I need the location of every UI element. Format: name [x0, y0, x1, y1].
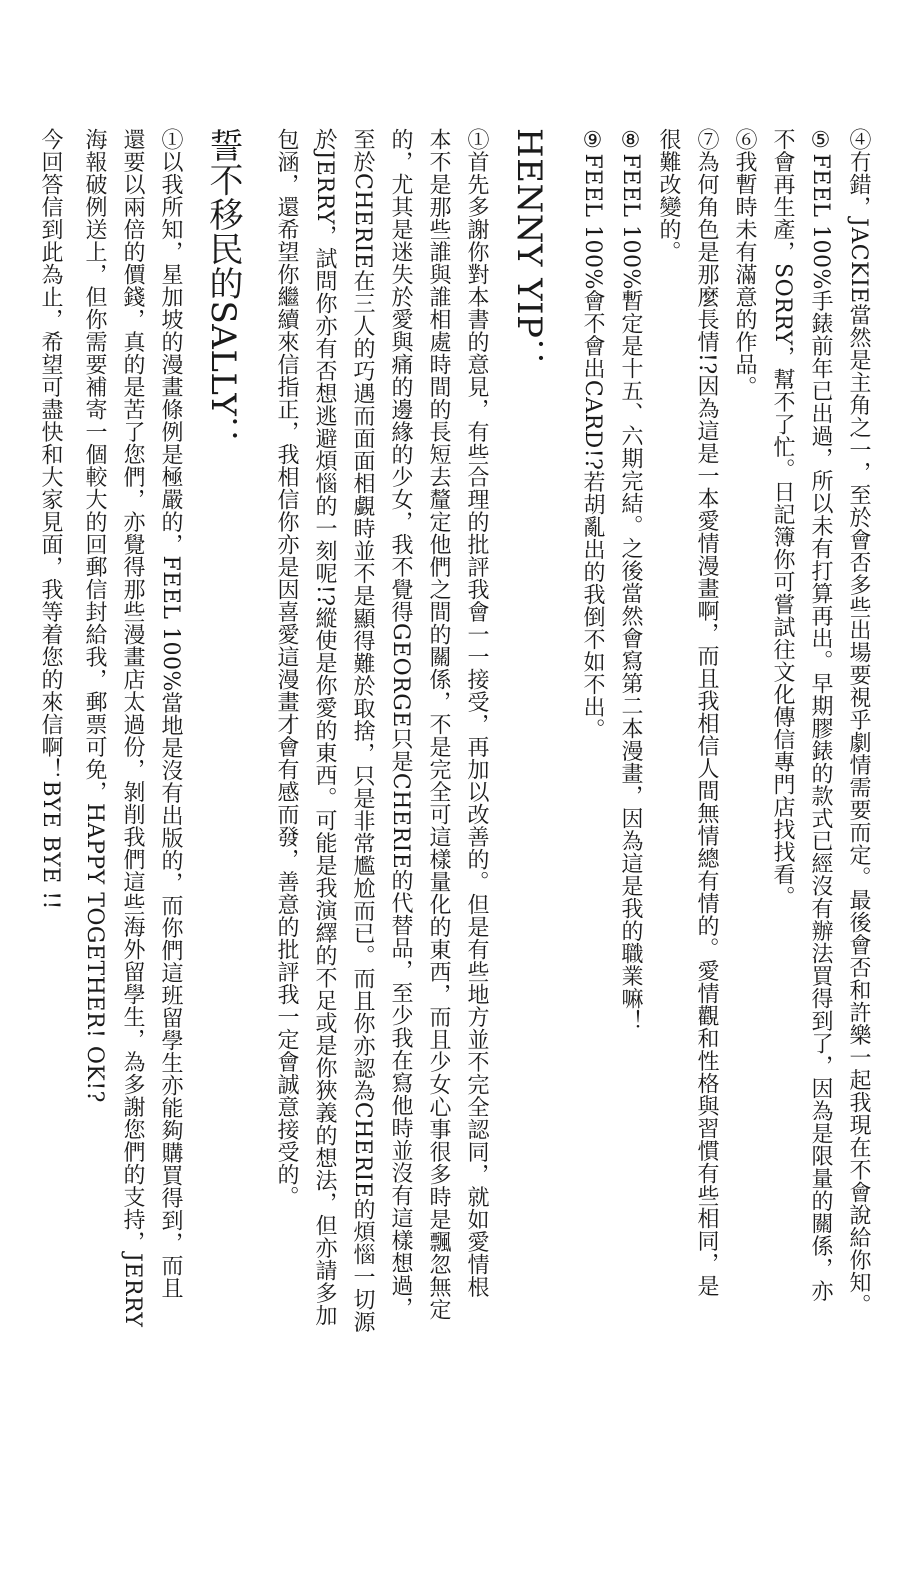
closing-remark: 今回答信到此為止，希望可盡快和大家見面，我等着您的來信啊！BYE BYE !!: [38, 128, 63, 910]
henny-yip-paragraph-line-5: 於JERRY，試問你亦有否想逃避煩惱的一刻呢!?縱使是你愛的東西。可能是我演繹的不足或是你狹義的想法，但亦請多加: [312, 128, 337, 1327]
henny-yip-paragraph-line-4: 至於CHERIE在三人的巧遇而面面相覷時並不是顯得難於取捨，只是非常尷尬而已。而且你亦認為CHERIE的煩惱一切源: [350, 128, 375, 1334]
henny-yip-heading: HENNY YIP：: [509, 128, 549, 373]
sally-heading: 誓不移民的SALLY：: [203, 128, 243, 451]
reply-item-6: ⑥我暫時未有滿意的作品。: [732, 128, 757, 398]
sally-paragraph-line-3: 海報破例送上，但你需要補寄一個較大的回郵信封給我，郵票可免，HAPPY TOGETHER! OK!?: [82, 128, 107, 1103]
reply-text-block: [31, 128, 877, 1528]
reply-item-5-line-2: 不會再生產，SORRY，幫不了忙。日記簿你可嘗試往文化傳信專門店找找看。: [770, 128, 795, 909]
reply-item-8: ⑧FEEL 100%暫定是十五、六期完結。之後當然會寫第二本漫畫，因為這是我的職業嘛！: [618, 128, 643, 1033]
henny-yip-paragraph-line-6: 包涵，還希望你繼續來信指正，我相信你亦是因喜愛這漫畫才會有感而發，善意的批評我一定會誠意接受的。: [274, 128, 299, 1208]
reply-item-4: ④冇錯，JACKIE當然是主角之一，至於會否多些出場要視乎劇情需要而定。最後會否和許樂一起我現在不會說給你知。: [846, 128, 871, 1317]
reply-item-9: ⑨FEEL 100%會不會出CARD!?若胡亂出的我倒不如不出。: [580, 128, 605, 741]
henny-yip-paragraph-line-3: 的，尤其是迷失於愛與痛的邊緣的少女，我不覺得GEORGE只是CHERIE的代替品，至少我在寫他時並沒有這樣想過，: [388, 128, 413, 1320]
sally-paragraph-line-2: 還要以兩倍的價錢，真的是苦了您們，亦覺得那些漫畫店太過份，剝削我們這些海外留學生，為多謝您們的支持，JERRY: [120, 128, 145, 1328]
henny-yip-paragraph-line-2: 本不是那些誰與誰相處時間的長短去釐定他們之間的關係，不是完全可這樣量化的東西，而且少女心事很多時是飄忽無定: [426, 128, 451, 1321]
reply-item-7-line-2: 很難改變的。: [656, 128, 681, 263]
reply-item-7-line-1: ⑦為何角色是那麼長情!?因為這是一本愛情漫畫啊，而且我相信人間無情總有情的。愛情觀和性格與習慣有些相同，是: [694, 128, 719, 1298]
henny-yip-paragraph-line-1: ①首先多謝你對本書的意見，有些合理的批評我會一一接受，再加以改善的。但是有些地方並不完全認同，就如愛情根: [464, 128, 489, 1298]
sally-paragraph-line-1: ①以我所知，星加坡的漫畫條例是極嚴的，FEEL 100%當地是沒有出版的，而你們這班留學生亦能夠購買得到，而且: [158, 128, 183, 1300]
reply-item-5-line-1: ⑤FEEL 100%手錶前年已出過，所以未有打算再出。早期膠錶的款式已經沒有辦法買得到了，因為是限量的關係，亦: [808, 128, 833, 1303]
